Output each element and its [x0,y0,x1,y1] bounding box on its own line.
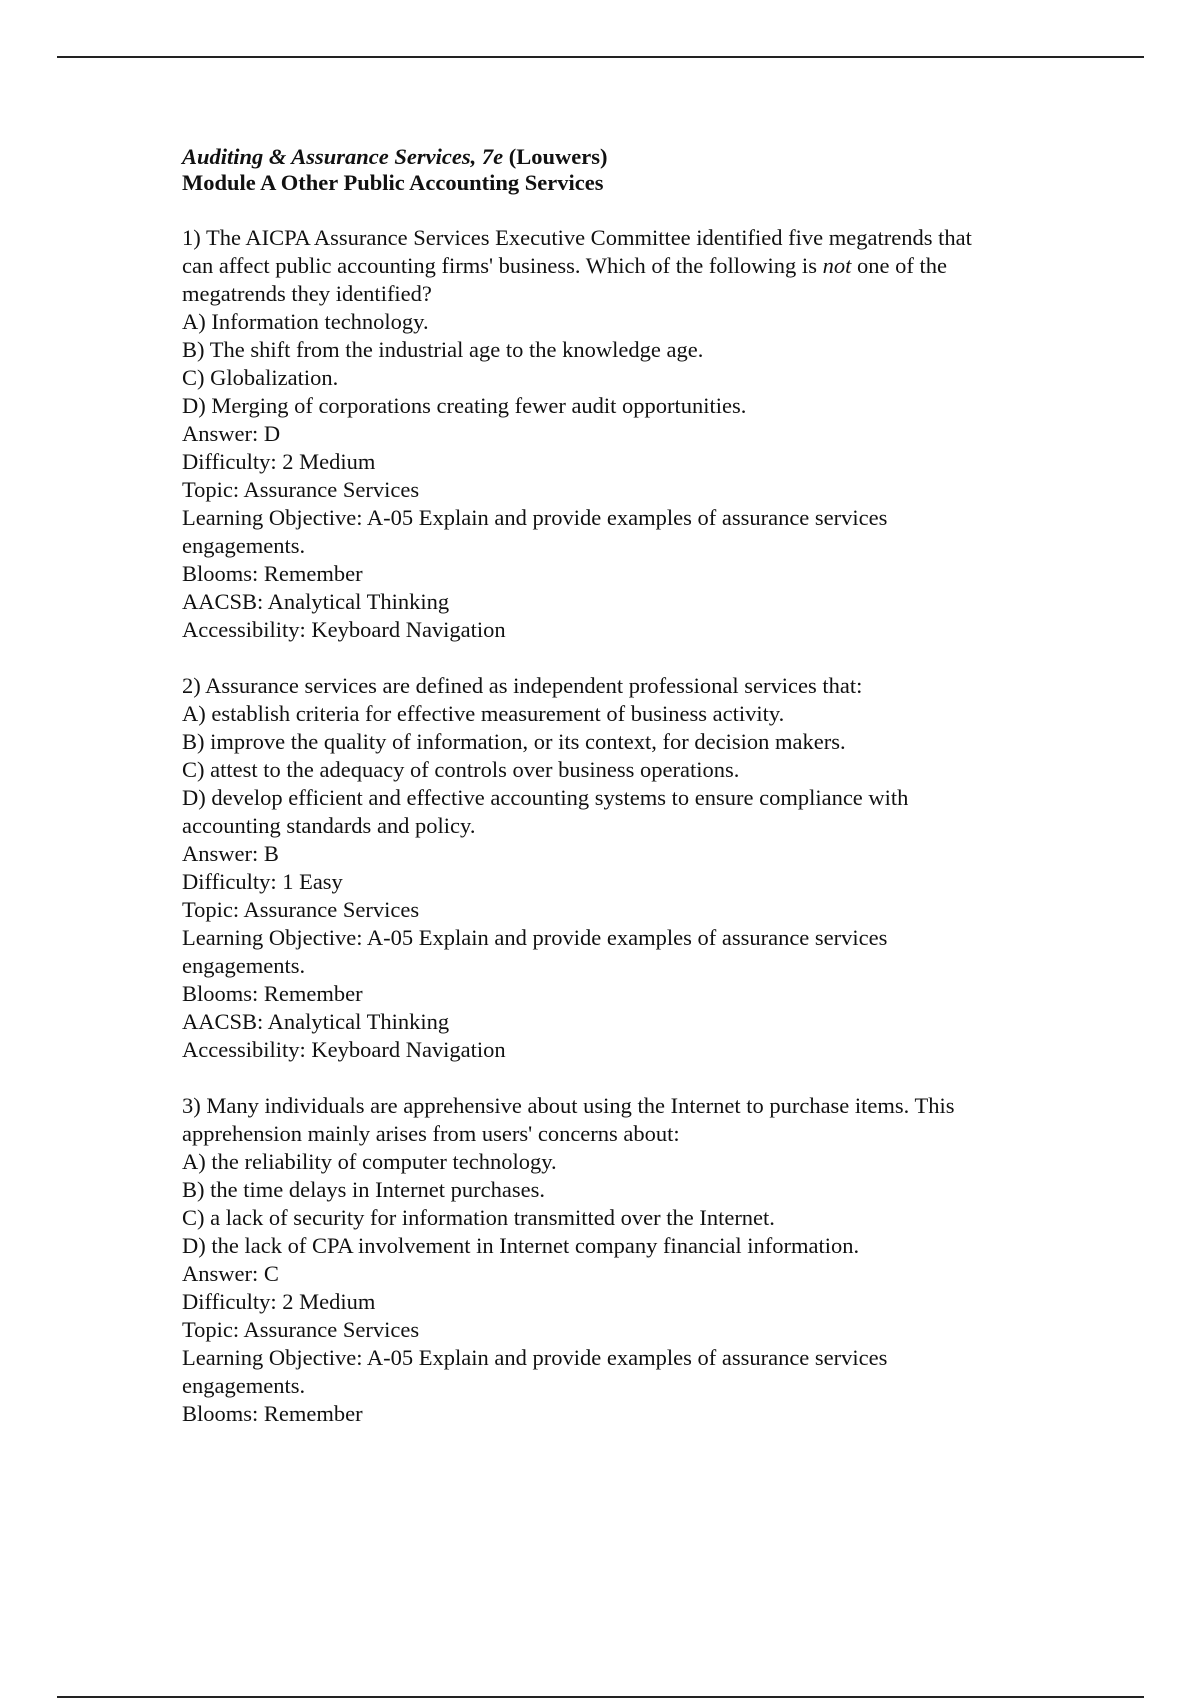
aacsb: AACSB: Analytical Thinking [182,1009,450,1034]
answer-option: A) establish criteria for effective measurement of business activity. [182,701,785,726]
question-stem-line: 2) Assurance services are defined as independent professional services that: [182,673,863,698]
answer-option: A) Information technology. [182,309,429,334]
question-2 [182,672,1082,1064]
difficulty: Difficulty: 2 Medium [182,449,376,474]
accessibility: Accessibility: Keyboard Navigation [182,617,506,642]
learning-objective-cont: engagements. [182,533,306,558]
learning-objective: Learning Objective: A-05 Explain and provide examples of assurance services [182,1345,888,1370]
difficulty: Difficulty: 1 Easy [182,869,343,894]
topic: Topic: Assurance Services [182,1317,420,1342]
bottom-rule [57,1696,1144,1698]
question-3 [182,1092,1082,1428]
learning-objective-cont: engagements. [182,1373,306,1398]
answer-option: A) the reliability of computer technology. [182,1149,557,1174]
answer-option: B) the time delays in Internet purchases. [182,1177,546,1202]
answer-key: Answer: C [182,1261,279,1286]
book-author: (Louwers) [503,144,608,169]
question-stem-line: 3) Many individuals are apprehensive about using the Internet to purchase items. This [182,1093,955,1118]
top-rule [57,56,1144,58]
difficulty: Difficulty: 2 Medium [182,1289,376,1314]
answer-option-cont: accounting standards and policy. [182,813,476,838]
learning-objective: Learning Objective: A-05 Explain and provide examples of assurance services [182,925,888,950]
blooms: Blooms: Remember [182,1401,363,1426]
answer-option: C) a lack of security for information transmitted over the Internet. [182,1205,775,1230]
answer-option: D) develop efficient and effective accounting systems to ensure compliance with [182,785,909,810]
answer-key: Answer: B [182,841,279,866]
question-1 [182,224,1082,644]
question-stem-line: apprehension mainly arises from users' concerns about: [182,1121,680,1146]
book-title: Auditing & Assurance Services, 7e [182,144,504,169]
answer-key: Answer: D [182,421,281,446]
question-stem-emphasis: not [822,253,852,278]
module-title: Module A Other Public Accounting Services [182,170,604,195]
blooms: Blooms: Remember [182,981,363,1006]
blooms: Blooms: Remember [182,561,363,586]
learning-objective: Learning Objective: A-05 Explain and provide examples of assurance services [182,505,888,530]
question-stem-line: 1) The AICPA Assurance Services Executive Committee identified five megatrends that [182,225,972,250]
question-stem-line: megatrends they identified? [182,281,432,306]
accessibility: Accessibility: Keyboard Navigation [182,1037,506,1062]
question-stem-text: can affect public accounting firms' business. Which of the following is [182,253,823,278]
question-stem-line [182,252,1082,280]
answer-option: C) attest to the adequacy of controls over business operations. [182,757,740,782]
aacsb: AACSB: Analytical Thinking [182,589,450,614]
question-stem-text: one of the [851,253,947,278]
answer-option: B) The shift from the industrial age to the knowledge age. [182,337,704,362]
answer-option: D) the lack of CPA involvement in Internet company financial information. [182,1233,860,1258]
answer-option: C) Globalization. [182,365,339,390]
document-page [182,144,1082,1428]
learning-objective-cont: engagements. [182,953,306,978]
answer-option: B) improve the quality of information, or its context, for decision makers. [182,729,846,754]
book-title-line [182,144,1082,170]
topic: Topic: Assurance Services [182,897,420,922]
answer-option: D) Merging of corporations creating fewer audit opportunities. [182,393,747,418]
topic: Topic: Assurance Services [182,477,420,502]
